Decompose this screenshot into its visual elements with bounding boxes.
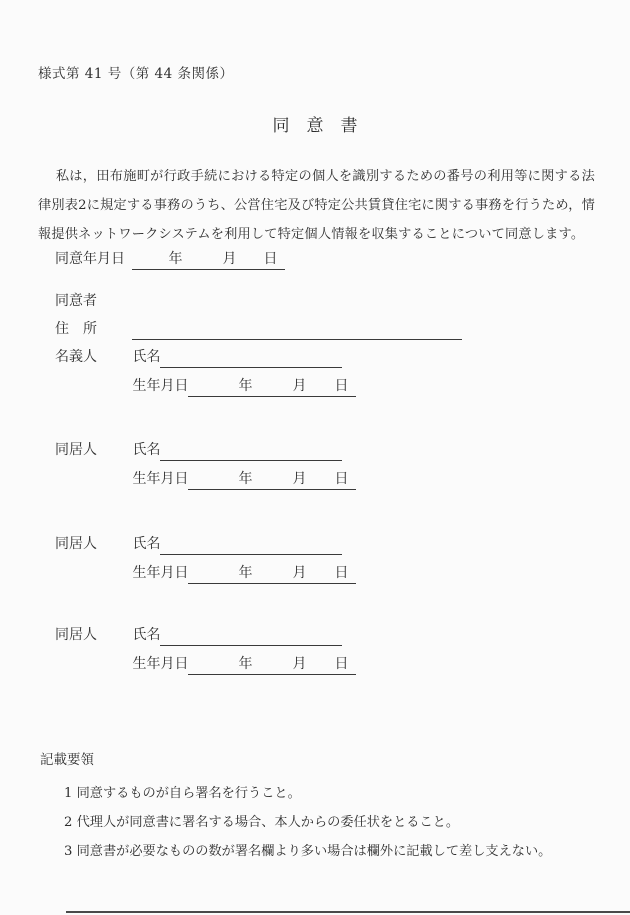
signatory-role-label: 名義人 bbox=[55, 349, 97, 365]
name-field[interactable] bbox=[160, 441, 342, 461]
form-number: 様式第 41 号（第 44 条関係） bbox=[38, 66, 234, 82]
name-field[interactable] bbox=[160, 348, 342, 368]
consent-date-label: 同意年月日 bbox=[55, 251, 125, 267]
blank-segment bbox=[160, 448, 342, 460]
note-item: 2 代理人が同意書に署名する場合、本人からの委任状をとること。 bbox=[64, 815, 460, 830]
blank-segment bbox=[306, 662, 334, 674]
blank-segment bbox=[252, 571, 292, 583]
address-label: 住 所 bbox=[55, 321, 97, 337]
unit-year: 年 bbox=[238, 565, 253, 581]
blank-segment bbox=[252, 477, 292, 489]
blank-segment bbox=[306, 571, 334, 583]
note-item: 1 同意するものが自ら署名を行うこと。 bbox=[64, 786, 301, 801]
blank-segment bbox=[160, 355, 342, 367]
signatory-role-label: 同居人 bbox=[55, 442, 97, 458]
signatory-name-row bbox=[55, 348, 342, 368]
signatory-name-row bbox=[55, 626, 342, 646]
unit-year: 年 bbox=[168, 251, 183, 267]
birth-field[interactable] bbox=[188, 377, 356, 397]
blank-segment bbox=[132, 257, 168, 269]
unit-year: 年 bbox=[238, 471, 253, 487]
consenter-heading: 同意者 bbox=[55, 293, 97, 309]
note-item: 3 同意書が必要なものの数が署名欄より多い場合は欄外に記載して差し支えない。 bbox=[64, 844, 552, 859]
blank-segment bbox=[160, 633, 342, 645]
blank-segment bbox=[306, 477, 334, 489]
birth-field[interactable] bbox=[188, 564, 356, 584]
birth-label: 生年月日 bbox=[132, 656, 189, 672]
name-label: 氏名 bbox=[132, 536, 161, 552]
name-label: 氏名 bbox=[132, 627, 161, 643]
blank-segment bbox=[188, 662, 238, 674]
blank-segment bbox=[252, 662, 292, 674]
consent-paragraph: 私は，田布施町が行政手続における特定の個人を識別するための番号の利用等に関する法律別表2に規定する事務のうち、公営住宅及び特定公共賃貸住宅に関する事務を行うため，情報提供ネットワークシステムを利用して特定個人情報を収集することについて同意します。 bbox=[38, 169, 595, 242]
blank-segment bbox=[188, 477, 238, 489]
blank-segment bbox=[236, 257, 263, 269]
blank-segment bbox=[252, 384, 292, 396]
blank-segment bbox=[182, 257, 222, 269]
blank-segment bbox=[348, 571, 356, 583]
blank-segment bbox=[160, 542, 342, 554]
birth-label: 生年月日 bbox=[132, 471, 189, 487]
blank-segment bbox=[348, 477, 356, 489]
signatory-role-label: 同居人 bbox=[55, 536, 97, 552]
notes-heading: 記載要領 bbox=[40, 752, 94, 768]
name-field[interactable] bbox=[160, 626, 342, 646]
address-row bbox=[55, 320, 462, 340]
signatory-name-row bbox=[55, 441, 342, 461]
unit-month: 月 bbox=[292, 656, 307, 672]
unit-year: 年 bbox=[238, 378, 253, 394]
name-label: 氏名 bbox=[132, 349, 161, 365]
unit-day: 日 bbox=[334, 471, 349, 487]
birth-label: 生年月日 bbox=[132, 378, 189, 394]
signatory-birth-row bbox=[55, 564, 356, 584]
unit-month: 月 bbox=[292, 471, 307, 487]
consent-date-field[interactable] bbox=[132, 250, 285, 270]
birth-field[interactable] bbox=[188, 470, 356, 490]
unit-day: 日 bbox=[263, 251, 278, 267]
unit-day: 日 bbox=[334, 565, 349, 581]
blank-segment bbox=[188, 571, 238, 583]
blank-segment bbox=[306, 384, 334, 396]
signatory-role-label: 同居人 bbox=[55, 627, 97, 643]
signatory-name-row bbox=[55, 535, 342, 555]
blank-segment bbox=[348, 384, 356, 396]
birth-label: 生年月日 bbox=[132, 565, 189, 581]
unit-day: 日 bbox=[334, 656, 349, 672]
name-label: 氏名 bbox=[132, 442, 161, 458]
unit-year: 年 bbox=[238, 656, 253, 672]
address-field[interactable] bbox=[132, 320, 462, 340]
unit-month: 月 bbox=[292, 378, 307, 394]
name-field[interactable] bbox=[160, 535, 342, 555]
unit-month: 月 bbox=[292, 565, 307, 581]
signatory-birth-row bbox=[55, 377, 356, 397]
birth-field[interactable] bbox=[188, 655, 356, 675]
blank-segment bbox=[132, 327, 462, 339]
blank-segment bbox=[277, 257, 285, 269]
signatory-birth-row bbox=[55, 655, 356, 675]
consent-date-row bbox=[55, 250, 285, 270]
unit-day: 日 bbox=[334, 378, 349, 394]
scan-edge-artifact bbox=[66, 911, 630, 913]
blank-segment bbox=[348, 662, 356, 674]
blank-segment bbox=[188, 384, 238, 396]
document-title: 同 意 書 bbox=[272, 116, 358, 136]
unit-month: 月 bbox=[222, 251, 237, 267]
signatory-birth-row bbox=[55, 470, 356, 490]
